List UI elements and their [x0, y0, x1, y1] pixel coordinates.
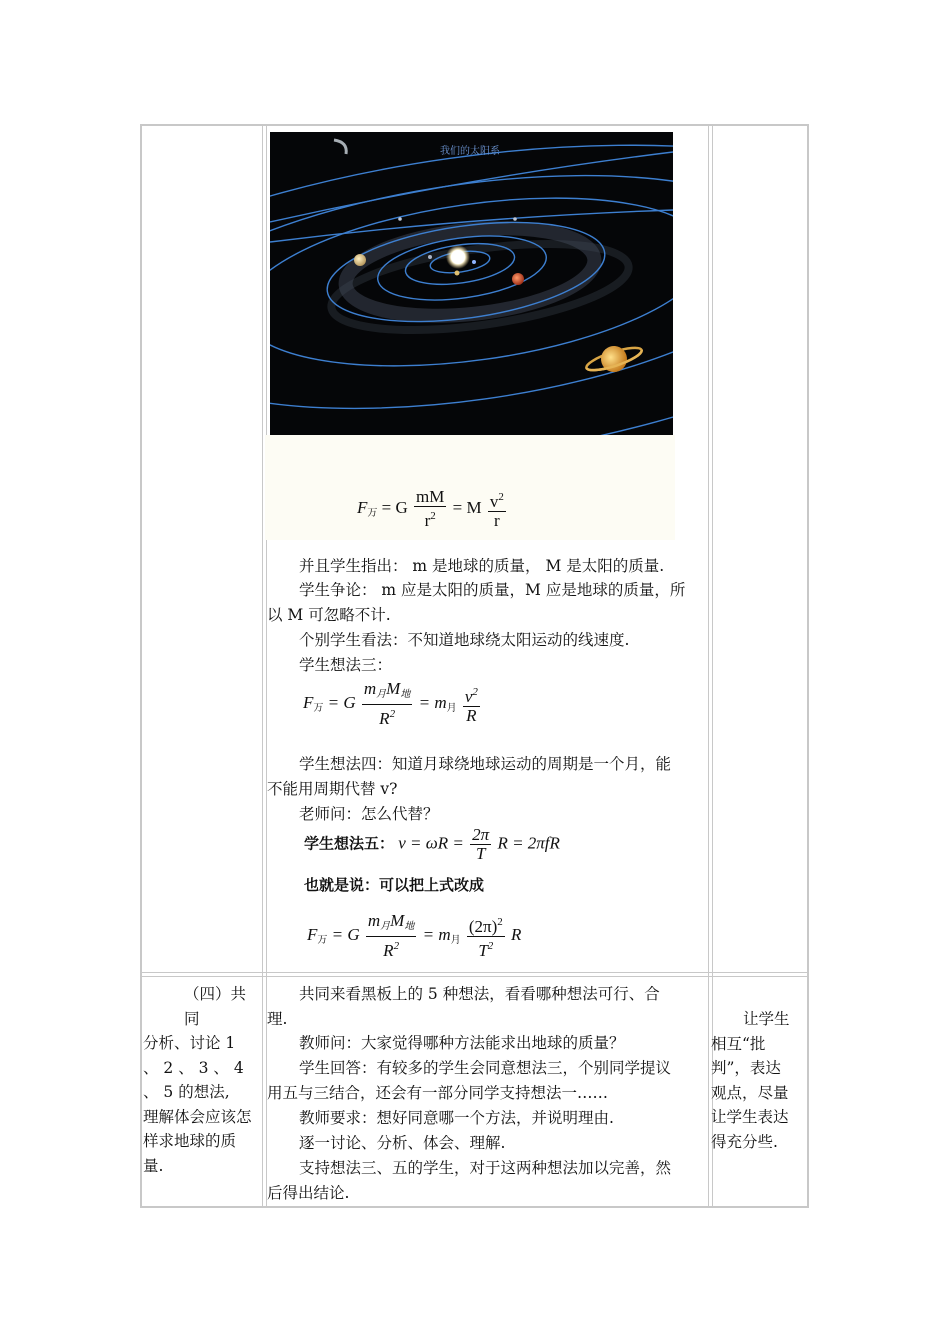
row2-left-cell	[143, 982, 261, 1178]
text-line: 逐一讨论、分析、体会、理解.	[299, 1134, 506, 1152]
text-line: （四）共同	[184, 985, 247, 1028]
solar-system-image	[270, 132, 673, 435]
column-divider	[262, 126, 267, 1206]
text-line: 不能用周期代替 v?	[267, 780, 398, 798]
text-line: 学生争论： m 应是太阳的质量，M 应是地球的质量，所	[299, 581, 686, 599]
text-line: 共同来看黑板上的 5 种想法，看看哪种想法可行、合	[299, 985, 660, 1003]
text-line: 、 5 的想法,	[143, 1083, 230, 1101]
text-line: 教师问：大家觉得哪种方法能求出地球的质量？	[299, 1034, 625, 1052]
text-line: 样求地球的质	[143, 1132, 237, 1150]
formula-idea-three: $F_万 = G$ $\frac{m_月M_地}{R^2}$ = $m_月$ $\frac{v^2}{R}$	[303, 679, 478, 728]
text-line: 观点，尽量	[711, 1083, 789, 1102]
text-line: 学生想法四：知道月球绕地球运动的周期是一个月，能	[299, 755, 672, 773]
text-line: 教师要求：想好同意哪一个方法，并说明理由.	[299, 1109, 614, 1127]
text-line: 用五与三结合，还会有一部分同学支持想法一……	[267, 1084, 609, 1102]
text-line: 量.	[143, 1156, 164, 1175]
text-line: 理解体会应该怎	[143, 1107, 252, 1126]
formula-period-form: $F_万 = G$ $\frac{m_月M_地}{R^2}$ = $m_月$ $\frac{(2\pi)^2}{T^2}$ R	[307, 911, 522, 960]
text-line: 学生想法三：	[299, 656, 393, 674]
text-line: 判”，表达	[711, 1059, 781, 1077]
row2-right-cell	[711, 1007, 805, 1154]
formula-idea-five: 学生想法五： v = ωR = $\frac{2\pi}{T}$ R = 2πfR	[304, 825, 560, 863]
text-line: 让学生表达	[711, 1108, 789, 1126]
text-line: 让学生	[743, 1010, 790, 1028]
text-line: 、 2 、 3 、 4	[143, 1058, 244, 1077]
text-line: 学生回答：有较多的学生会同意想法三，个别同学提议	[299, 1059, 672, 1077]
text-line: 以 M 可忽略不计.	[267, 606, 391, 624]
text-line: 老师问：怎么代替？	[299, 805, 439, 823]
formula-gravity-sun: $F_万 = G$ $\frac{mM}{r^2}$ = M $\frac{v^2}{r}$	[357, 487, 504, 530]
solar-system-illustration	[270, 132, 673, 435]
row-divider	[142, 972, 807, 977]
text-line: 理.	[267, 1010, 288, 1028]
text-line: 个别学生看法：不知道地球绕太阳运动的线速度.	[299, 631, 630, 649]
text-line: 支持想法三、五的学生，对于这两种想法加以完善，然	[299, 1159, 672, 1177]
figure-caption: 我们的太阳系	[440, 146, 500, 157]
text-line: 相互“批	[711, 1034, 766, 1053]
text-line: 得充分些.	[711, 1132, 778, 1151]
text-line: 后得出结论.	[267, 1184, 350, 1202]
text-line: 分析、讨论 1	[143, 1034, 236, 1052]
text-line: 并且学生指出： m 是地球的质量， M 是太阳的质量.	[299, 557, 665, 575]
text-line: 也就是说：可以把上式改成	[304, 876, 485, 894]
